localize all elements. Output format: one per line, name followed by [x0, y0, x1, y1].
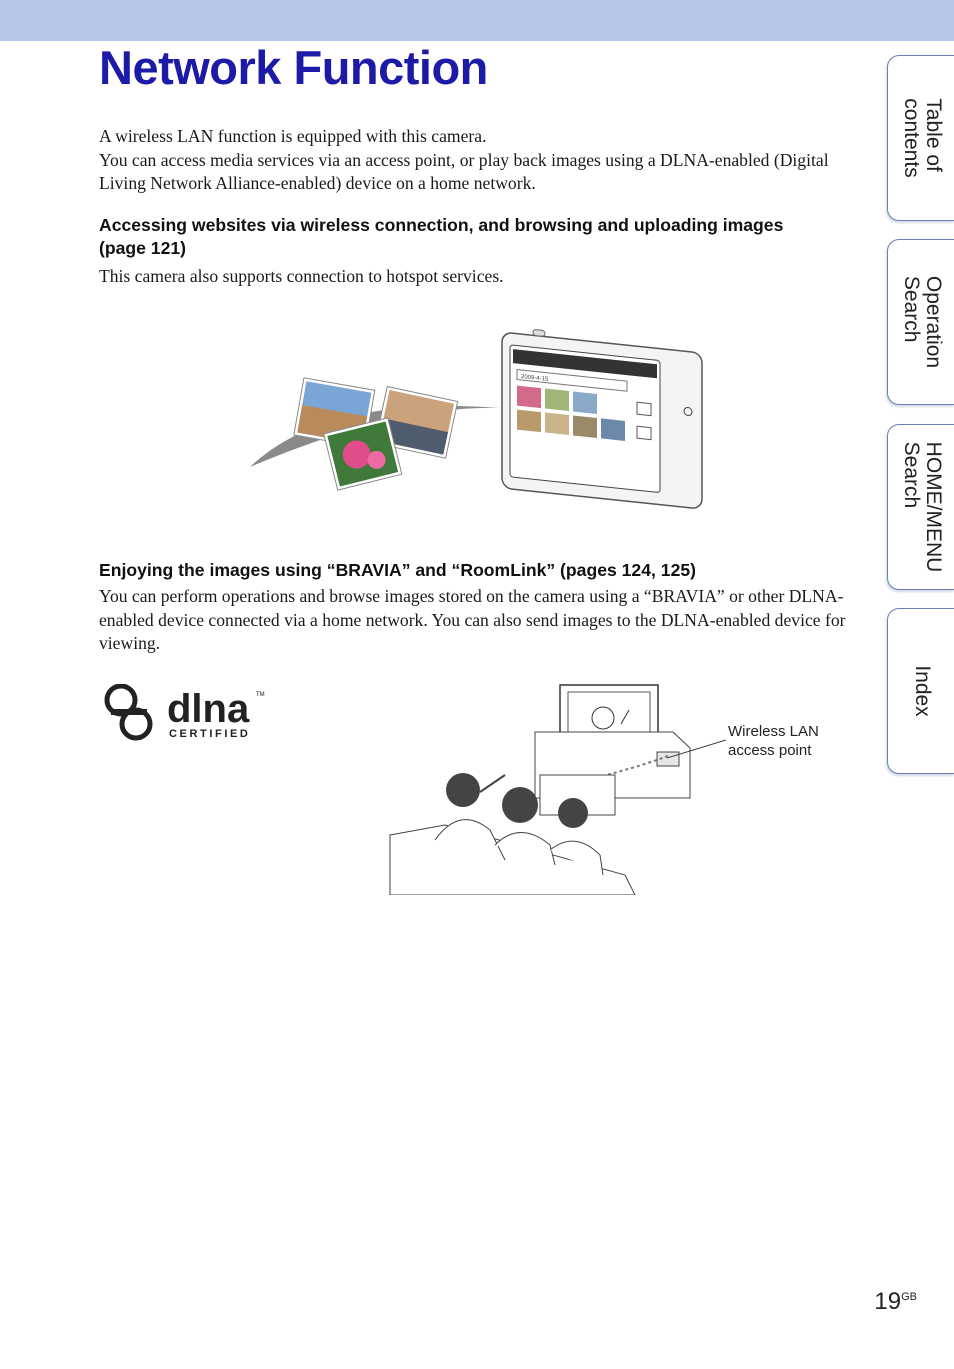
tab-operation-search[interactable] — [887, 239, 954, 405]
intro-paragraph — [99, 125, 859, 196]
tab-table-of-contents-label: Table of contents — [899, 98, 945, 178]
intro-line-1: A wireless LAN function is equipped with this camera. — [99, 126, 487, 146]
dlna-certified-logo — [99, 684, 269, 744]
section1-body: This camera also supports connection to hotspot services. — [99, 266, 504, 286]
wireless-lan-callout — [728, 722, 819, 760]
section2-body: You can perform operations and browse images stored on the camera using a “BRAVIA” or other DLNA-enabled device connected via a home network. You can also send images to the DLNA-enabled device for viewing. — [99, 586, 846, 653]
camera-illustration — [245, 325, 710, 515]
page-number: $19^{GB}$ — [874, 1288, 917, 1315]
dlna-wordmark: dlna — [167, 687, 250, 731]
intro-line-2: You can access media services via an access point, or play back images using a DLNA-enabled (Digital Living Network Alliance-enabled) device on a home network. — [99, 149, 829, 193]
page-suffix: GB — [901, 1291, 917, 1303]
page-title: Network Function — [99, 41, 488, 94]
top-color-bar — [0, 0, 954, 41]
section2-heading: Enjoying the images using “BRAVIA” and “RoomLink” (pages 124, 125) — [99, 560, 696, 580]
tab-index-label: Index — [910, 665, 934, 717]
callout-line-2: access point — [728, 742, 812, 759]
camera-screen-date: 2009-4-15 — [521, 374, 549, 383]
home-network-illustration — [385, 680, 735, 895]
callout-line-1: Wireless LAN — [728, 723, 819, 740]
tab-home-menu-search-label: HOME/MENU Search — [899, 441, 945, 573]
dlna-certified-text: CERTIFIED — [169, 728, 251, 740]
section1-heading: Accessing websites via wireless connection, and browsing and uploading images (page 121) — [99, 215, 784, 258]
tab-index[interactable] — [887, 608, 954, 774]
tab-home-menu-search[interactable] — [887, 424, 954, 590]
tab-table-of-contents[interactable] — [887, 55, 954, 221]
tab-operation-search-label: Operation Search — [899, 275, 945, 369]
dlna-tm: TM — [256, 692, 265, 698]
